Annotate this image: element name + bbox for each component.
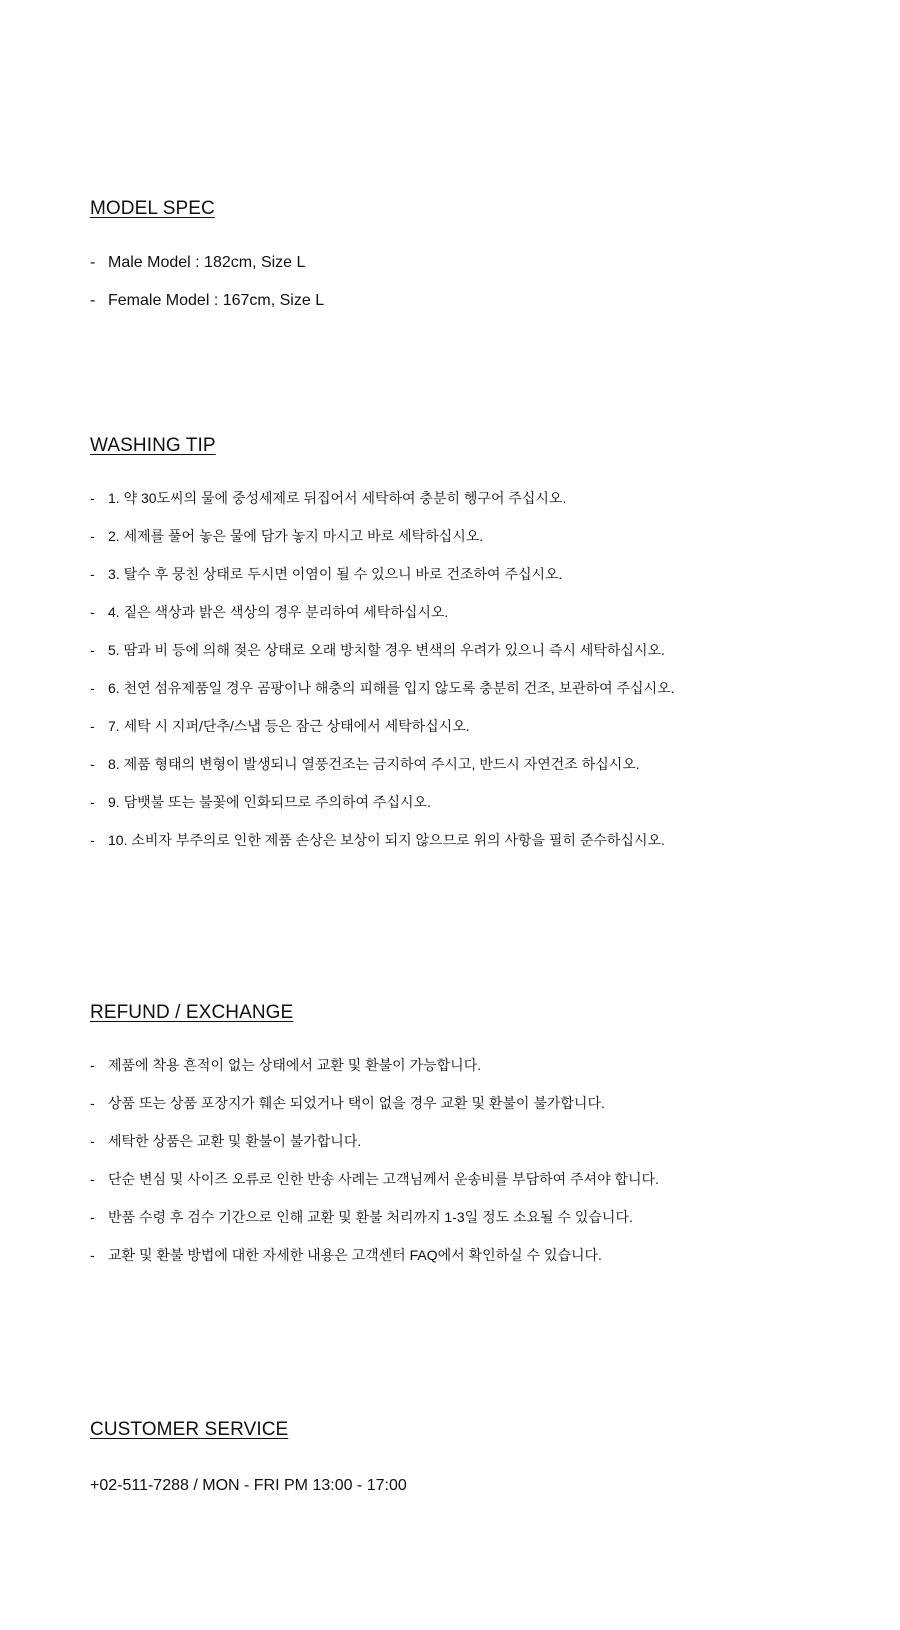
bullet-dash: -	[90, 756, 95, 772]
list-item-text: Male Model : 182cm, Size L	[108, 254, 306, 271]
model-spec-section	[90, 197, 850, 328]
bullet-dash: -	[90, 642, 95, 658]
list-item-text: 1. 약 30도씨의 물에 중성세제로 뒤집어서 세탁하여 충분히 헹구어 주십시오.	[108, 490, 567, 506]
list-item	[90, 754, 850, 774]
list-item	[90, 716, 850, 736]
list-item	[90, 1055, 850, 1075]
list-item	[90, 1207, 850, 1227]
customer-service-section	[90, 1418, 850, 1497]
list-item-text: 6. 천연 섬유제품일 경우 곰팡이나 해충의 피해를 입지 않도록 충분히 건조, 보관하여 주십시오.	[108, 680, 675, 696]
list-item-text: 상품 또는 상품 포장지가 훼손 되었거나 택이 없을 경우 교환 및 환불이 불가합니다.	[108, 1095, 605, 1111]
bullet-dash: -	[90, 254, 96, 271]
model-spec-title: MODEL SPEC	[90, 198, 215, 219]
customer-service-contact: +02-511-7288 / MON - FRI PM 13:00 - 17:00	[90, 1477, 407, 1494]
list-item-text: 7. 세탁 시 지퍼/단추/스냅 등은 잠근 상태에서 세탁하십시오.	[108, 718, 470, 734]
model-spec-list	[90, 252, 850, 311]
bullet-dash: -	[90, 794, 95, 810]
list-item-text: 단순 변심 및 사이즈 오류로 인한 반송 사례는 고객님께서 운송비를 부담하여 주셔야 합니다.	[108, 1171, 659, 1187]
list-item	[90, 640, 850, 660]
washing-tip-list	[90, 488, 850, 850]
list-item	[90, 488, 850, 508]
bullet-dash: -	[90, 528, 95, 544]
list-item	[90, 830, 850, 850]
list-item-text: 2. 세제를 풀어 놓은 물에 담가 놓지 마시고 바로 세탁하십시오.	[108, 528, 484, 544]
list-item	[90, 1169, 850, 1189]
bullet-dash: -	[90, 680, 95, 696]
list-item	[90, 290, 850, 311]
customer-service-title: CUSTOMER SERVICE	[90, 1419, 289, 1440]
list-item-text: 5. 땀과 비 등에 의해 젖은 상태로 오래 방치할 경우 변색의 우려가 있으니 즉시 세탁하십시오.	[108, 642, 665, 658]
list-item	[90, 252, 850, 273]
list-item	[90, 1131, 850, 1151]
list-item	[90, 792, 850, 812]
list-item-text: 세탁한 상품은 교환 및 환불이 불가합니다.	[108, 1133, 362, 1149]
bullet-dash: -	[90, 566, 95, 582]
bullet-dash: -	[90, 604, 95, 620]
bullet-dash: -	[90, 1209, 95, 1225]
bullet-dash: -	[90, 718, 95, 734]
list-item	[90, 1093, 850, 1113]
bullet-dash: -	[90, 1133, 95, 1149]
washing-tip-title: WASHING TIP	[90, 435, 216, 456]
list-item-text: 제품에 착용 흔적이 없는 상태에서 교환 및 환불이 가능합니다.	[108, 1057, 482, 1073]
bullet-dash: -	[90, 490, 95, 506]
washing-tip-section	[90, 434, 850, 868]
list-item-text: 9. 담뱃불 또는 불꽃에 인화되므로 주의하여 주십시오.	[108, 794, 431, 810]
list-item	[90, 678, 850, 698]
list-item	[90, 1245, 850, 1265]
list-item	[90, 564, 850, 584]
refund-exchange-section	[90, 1001, 850, 1283]
list-item-text: 반품 수령 후 검수 기간으로 인해 교환 및 환불 처리까지 1-3일 정도 소요될 수 있습니다.	[108, 1209, 633, 1225]
list-item	[90, 526, 850, 546]
refund-exchange-title: REFUND / EXCHANGE	[90, 1002, 294, 1023]
refund-exchange-list	[90, 1055, 850, 1265]
list-item-text: 교환 및 환불 방법에 대한 자세한 내용은 고객센터 FAQ에서 확인하실 수 있습니다.	[108, 1247, 602, 1263]
list-item-text: 4. 짙은 색상과 밝은 색상의 경우 분리하여 세탁하십시오.	[108, 604, 449, 620]
bullet-dash: -	[90, 1095, 95, 1111]
list-item-text: Female Model : 167cm, Size L	[108, 292, 325, 309]
list-item	[90, 602, 850, 622]
bullet-dash: -	[90, 292, 96, 309]
bullet-dash: -	[90, 1057, 95, 1073]
bullet-dash: -	[90, 1171, 95, 1187]
bullet-dash: -	[90, 832, 95, 848]
list-item-text: 8. 제품 형태의 변형이 발생되니 열풍건조는 금지하여 주시고, 반드시 자연건조 하십시오.	[108, 756, 640, 772]
bullet-dash: -	[90, 1247, 95, 1263]
list-item-text: 3. 탈수 후 뭉친 상태로 두시면 이염이 될 수 있으니 바로 건조하여 주십시오.	[108, 566, 563, 582]
list-item-text: 10. 소비자 부주의로 인한 제품 손상은 보상이 되지 않으므로 위의 사항을 필히 준수하십시오.	[108, 832, 665, 848]
